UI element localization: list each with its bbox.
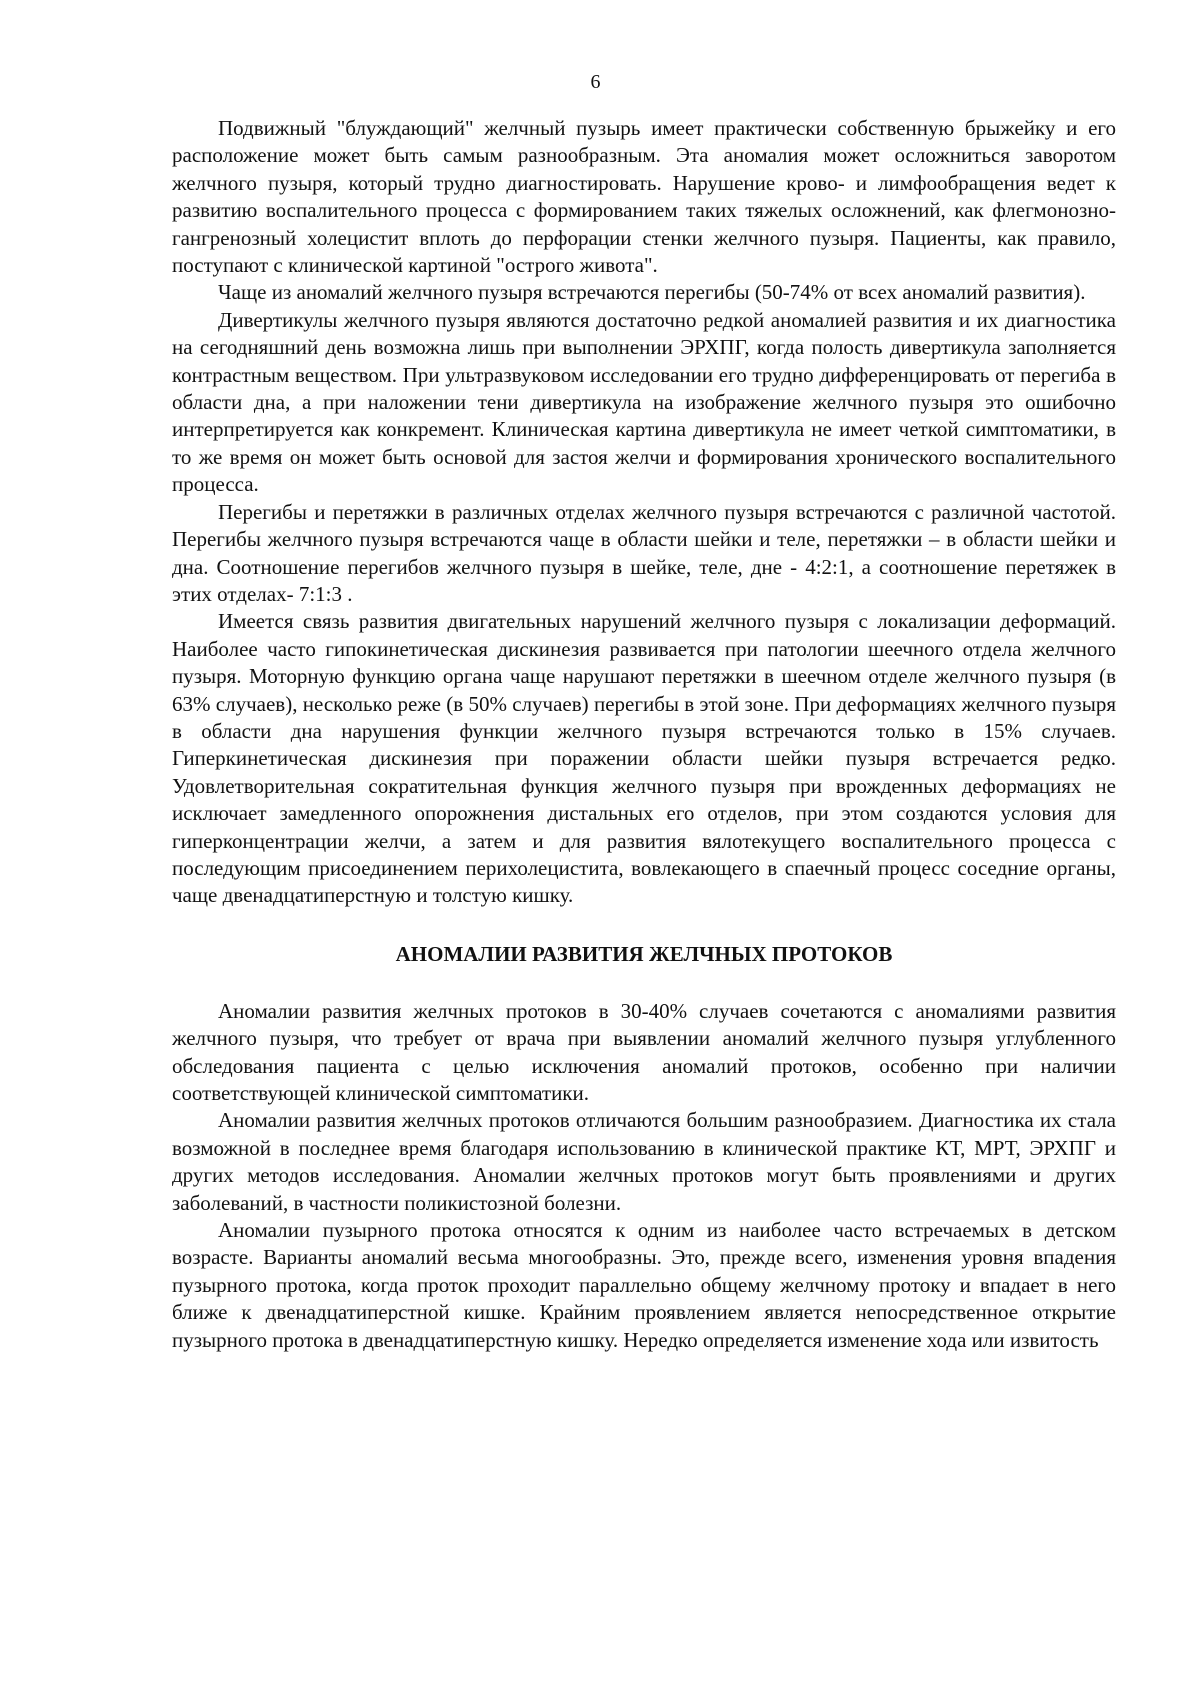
page-number: 6 xyxy=(590,71,601,93)
paragraph-diverticula: Дивертикулы желчного пузыря являются достаточно редкой аномалией развития и их диагностика на сегодняшний день возможна лишь при выполнении ЭРХПГ, когда полость дивертикула заполняется контрастным веществом. При ультразвуковом исследовании его трудно дифференцировать от перегиба в области дна, а при наложении тени дивертикула на изображение желчного пузыря это ошибочно интерпретируется как конкремент. Клиническая картина дивертикула не имеет четкой симптоматики, в то же время он может быть основой для застоя желчи и формирования хронического воспалительного процесса. xyxy=(172,307,1116,497)
paragraph-cystic-duct-anomalies: Аномалии пузырного протока относятся к одним из наиболее часто встречаемых в детском возрасте. Варианты аномалий весьма многообразны. Это, прежде всего, изменения уровня впадения пузырного протока, когда проток проходит параллельно общему желчному протоку и впадает в него ближе к двенадцатиперстной кишке. Крайним проявлением является непосредственное открытие пузырного протока в двенадцатиперстную кишку. Нередко определяется изменение хода или извитость xyxy=(172,1218,1116,1352)
paragraph-kinks-frequency: Чаще из аномалий желчного пузыря встречаются перегибы (50-74% от всех аномалий развития). xyxy=(218,280,1086,305)
paragraph-wandering-gallbladder: Подвижный "блуждающий" желчный пузырь имеет практически собственную брыжейку и его расположение может быть самым разнообразным. Эта аномалия может осложниться заворотом желчного пузыря, который трудно диагностировать. Нарушение крово- и лимфообращения ведет к развитию воспалительного процесса с формированием таких тяжелых осложнений, как флегмонозно-гангренозный холецистит вплоть до перфорации стенки желчного пузыря. Пациенты, как правило, поступают с клинической картиной "острого живота". xyxy=(172,116,1116,278)
section-heading-bile-ducts: АНОМАЛИИ РАЗВИТИЯ ЖЕЛЧНЫХ ПРОТОКОВ xyxy=(395,941,893,966)
document-body xyxy=(172,115,1116,1354)
paragraph-duct-anomalies-intro: Аномалии развития желчных протоков в 30-40% случаев сочетаются с аномалиями развития желчного пузыря, что требует от врача при выявлении аномалий желчного пузыря углубленного обследования пациента с целью исключения аномалий протоков, особенно при наличии соответствующей клинической симптоматики. xyxy=(172,998,1116,1105)
paragraph-duct-anomalies-diagnostics: Аномалии развития желчных протоков отличаются большим разнообразием. Диагностика их стала возможной в последнее время благодаря использованию в клинической практике КТ, МРТ, ЭРХПГ и других методов исследования. Аномалии желчных протоков могут быть проявлениями и других заболеваний, в частности поликистозной болезни. xyxy=(172,1108,1116,1215)
paragraph-motor-disorders: Имеется связь развития двигательных нарушений желчного пузыря с локализации деформаций. Наиболее часто гипокинетическая дискинезия развивается при патологии шеечного отдела желчного пузыря. Моторную функцию органа чаще нарушают перетяжки в шеечном отделе желчного пузыря (в 63% случаев), несколько реже (в 50% случаев) перегибы в этой зоне. При деформациях желчного пузыря в области дна нарушения функции желчного пузыря встречаются только в 15% случаев. Гиперкинетическая дискинезия при поражении области шейки пузыря встречается редко. Удовлетворительная сократительная функция желчного пузыря при врожденных деформациях не исключает замедленного опорожнения дистальных его отделов, при этом создаются условия для гиперконцентрации желчи, а затем и для развития вялотекущего воспалительного процесса с последующим присоединением перихолецистита, вовлекающего в спаечный процесс соседние органы, чаще двенадцатиперстную и толстую кишку. xyxy=(172,609,1116,908)
paragraph-kinks-constrictions: Перегибы и перетяжки в различных отделах желчного пузыря встречаются с различной частотой. Перегибы желчного пузыря встречаются чаще в области шейки и теле, перетяжки – в области шейки и дна. Соотношение перегибов желчного пузыря в шейке, теле, дне - 4:2:1, а соотношение перетяжек в этих отделах- 7:1:3 . xyxy=(172,499,1116,606)
